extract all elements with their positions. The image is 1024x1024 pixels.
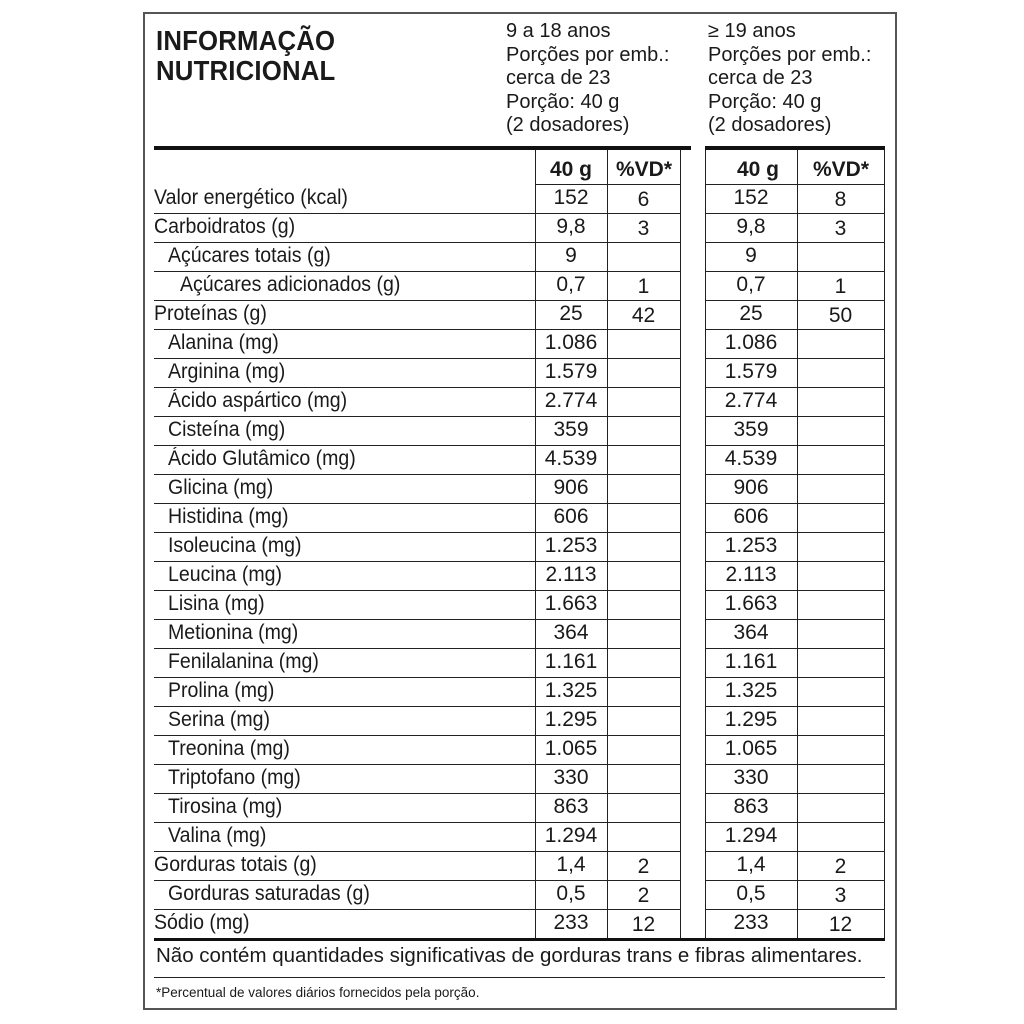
- value-cell-b: 0,7: [736, 273, 766, 296]
- group-a-line-4: Porção: 40 g: [506, 90, 620, 113]
- value-cell-b: 25: [739, 302, 763, 325]
- value-cell-a: 233: [553, 911, 589, 934]
- nutrient-label: Carboidratos (g): [154, 215, 296, 238]
- value-cell-b: 1.294: [724, 824, 778, 847]
- group-header-19-plus: [708, 20, 871, 138]
- nutrient-label: Isoleucina (mg): [168, 534, 302, 557]
- value-cell-b: 1.325: [724, 679, 778, 702]
- vd-cell-b: 8: [834, 188, 847, 211]
- nutrient-label: Glicina (mg): [168, 476, 274, 499]
- value-cell-a: 1.065: [544, 737, 598, 760]
- value-cell-b: 359: [733, 418, 769, 441]
- nutrient-label: Valor energético (kcal): [154, 186, 348, 209]
- footer-note: Não contém quantidades significativas de gorduras trans e fibras alimentares.: [156, 944, 863, 967]
- title-line-1: INFORMAÇÃO: [156, 25, 336, 56]
- nutrient-label: Cisteína (mg): [168, 418, 286, 441]
- value-cell-b: 1,4: [736, 853, 766, 876]
- nutrient-label: Ácido Glutâmico (mg): [168, 447, 356, 470]
- nutrient-label: Ácido aspártico (mg): [168, 389, 348, 412]
- nutrient-label: Triptofano (mg): [168, 766, 301, 789]
- nutrient-label: Alanina (mg): [168, 331, 279, 354]
- group-a-line-3: cerca de 23: [506, 67, 611, 89]
- vd-cell-b: 3: [834, 884, 847, 907]
- value-cell-a: 1.295: [544, 708, 598, 731]
- value-cell-a: 606: [553, 505, 589, 528]
- vd-cell-a: 2: [637, 884, 650, 907]
- nutrient-label: Tirosina (mg): [168, 795, 283, 818]
- value-cell-a: 906: [553, 476, 589, 499]
- value-cell-a: 1.161: [544, 650, 598, 673]
- value-cell-a: 2.113: [545, 563, 597, 586]
- value-cell-b: 863: [733, 795, 769, 818]
- col-portion-b: 40 g: [736, 158, 780, 181]
- value-cell-b: 1.161: [724, 650, 778, 673]
- value-cell-b: 233: [733, 911, 769, 934]
- nutrient-label: Prolina (mg): [168, 679, 275, 702]
- value-cell-b: 330: [733, 766, 769, 789]
- nutrient-label: Histidina (mg): [168, 505, 289, 528]
- value-cell-b: 1.295: [724, 708, 778, 731]
- col-vd-a: %VD*: [615, 158, 673, 181]
- vd-cell-a: 1: [637, 275, 650, 298]
- vd-cell-b: 3: [834, 217, 847, 240]
- value-cell-a: 9,8: [556, 215, 586, 238]
- value-cell-b: 9,8: [736, 215, 766, 238]
- vd-cell-a: 3: [637, 217, 650, 240]
- grid-col-line: [680, 150, 681, 938]
- nutrient-label: Açúcares adicionados (g): [180, 273, 401, 296]
- nutrient-label: Proteínas (g): [154, 302, 267, 325]
- value-cell-b: 2.113: [725, 563, 777, 586]
- value-cell-a: 9: [565, 244, 577, 267]
- group-header-9-18: [506, 20, 669, 138]
- value-cell-a: 2.774: [544, 389, 598, 412]
- value-cell-a: 1.325: [544, 679, 598, 702]
- group-b-line-5: (2 dosadores): [708, 114, 832, 136]
- table-title: [156, 26, 335, 86]
- vd-cell-b: 12: [828, 913, 853, 936]
- grid-col-line: [884, 150, 885, 938]
- value-cell-a: 1.086: [544, 331, 598, 354]
- nutrient-label: Arginina (mg): [168, 360, 286, 383]
- grid-col-line: [797, 150, 798, 938]
- value-cell-b: 1.086: [724, 331, 778, 354]
- value-cell-a: 25: [559, 302, 583, 325]
- nutrient-label: Gorduras totais (g): [154, 853, 317, 876]
- value-cell-b: 1.253: [724, 534, 778, 557]
- value-cell-a: 152: [553, 186, 589, 209]
- value-cell-a: 863: [553, 795, 589, 818]
- group-b-line-4: Porção: 40 g: [708, 90, 822, 113]
- footer-rule: [154, 977, 885, 978]
- nutrient-label: Lisina (mg): [168, 592, 265, 615]
- value-cell-a: 0,7: [556, 273, 586, 296]
- col-vd-b: %VD*: [812, 158, 870, 181]
- group-b-line-2: Porções por emb.:: [708, 43, 872, 66]
- vd-cell-a: 12: [631, 913, 656, 936]
- value-cell-a: 1.253: [544, 534, 598, 557]
- nutrient-label: Treonina (mg): [168, 737, 290, 760]
- value-cell-a: 1,4: [556, 853, 586, 876]
- group-b-line-3: cerca de 23: [708, 67, 813, 89]
- footnote: *Percentual de valores diários fornecidos pela porção.: [156, 985, 480, 1000]
- nutrient-label: Gorduras saturadas (g): [168, 882, 370, 905]
- vd-cell-a: 6: [637, 188, 650, 211]
- value-cell-b: 1.065: [724, 737, 778, 760]
- nutrient-label: Valina (mg): [168, 824, 267, 847]
- value-cell-a: 359: [553, 418, 589, 441]
- group-a-line-5: (2 dosadores): [506, 114, 630, 136]
- vd-cell-b: 2: [834, 855, 847, 878]
- group-a-line-1: 9 a 18 anos: [506, 20, 611, 42]
- value-cell-b: 4.539: [724, 447, 778, 470]
- value-cell-a: 0,5: [556, 882, 586, 905]
- thick-rule-right: [705, 146, 885, 150]
- grid-col-line: [607, 150, 608, 938]
- value-cell-b: 364: [733, 621, 769, 644]
- value-cell-b: 152: [733, 186, 769, 209]
- nutrient-label: Sódio (mg): [154, 911, 250, 934]
- value-cell-a: 1.294: [544, 824, 598, 847]
- vd-cell-b: 50: [828, 304, 853, 327]
- nutrient-label: Metionina (mg): [168, 621, 299, 644]
- vd-cell-a: 2: [637, 855, 650, 878]
- value-cell-b: 0,5: [736, 882, 766, 905]
- nutrient-label: Leucina (mg): [168, 563, 282, 586]
- group-a-line-2: Porções por emb.:: [506, 43, 670, 66]
- vd-cell-a: 42: [631, 304, 656, 327]
- group-b-line-1: ≥ 19 anos: [708, 20, 796, 42]
- value-cell-b: 9: [745, 244, 757, 267]
- vd-cell-b: 1: [834, 275, 847, 298]
- value-cell-a: 330: [553, 766, 589, 789]
- value-cell-b: 1.579: [724, 360, 778, 383]
- value-cell-a: 1.663: [544, 592, 598, 615]
- value-cell-b: 906: [733, 476, 769, 499]
- value-cell-a: 4.539: [544, 447, 598, 470]
- value-cell-a: 364: [553, 621, 589, 644]
- nutrient-label: Serina (mg): [168, 708, 271, 731]
- nutrient-label: Fenilalanina (mg): [168, 650, 319, 673]
- col-portion-a: 40 g: [549, 158, 593, 181]
- title-line-2: NUTRICIONAL: [156, 55, 336, 86]
- thick-rule-left: [154, 146, 691, 150]
- value-cell-b: 2.774: [724, 389, 778, 412]
- table-bottom-rule: [154, 938, 885, 941]
- value-cell-b: 606: [733, 505, 769, 528]
- value-cell-b: 1.663: [724, 592, 778, 615]
- nutrient-label: Açúcares totais (g): [168, 244, 331, 267]
- value-cell-a: 1.579: [544, 360, 598, 383]
